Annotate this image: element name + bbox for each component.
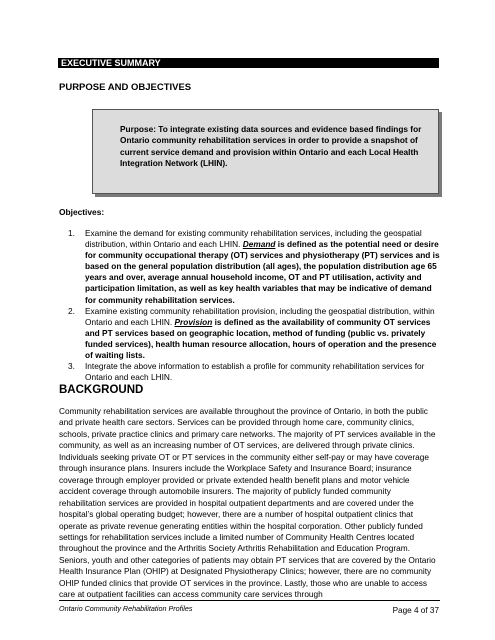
- objective-text-plain: Examine existing community rehabilitation provision, including the geospatial distribution, within Ontario and each LHIN.: [85, 305, 435, 327]
- objective-text: [85, 306, 440, 361]
- objective-text: [85, 361, 440, 383]
- objective-text-plain: Integrate the above information to establish a profile for community rehabilitation services for Ontario and each LHIN.: [85, 361, 425, 383]
- objective-term: Demand: [242, 239, 276, 250]
- objective-item: [68, 306, 440, 361]
- objective-term: Provision: [174, 316, 213, 327]
- objective-text: [85, 228, 440, 306]
- purpose-callout-box: [92, 109, 439, 194]
- objective-item: [68, 228, 440, 306]
- heading-background: BACKGROUND: [59, 384, 144, 396]
- objective-definition: is defined as the availability of community OT services and PT services based on geographic location, method of funding (public vs. privately funded services), health human resource allocation, hours of operation and the presence of waiting lists.: [85, 316, 437, 361]
- footer-divider: [59, 600, 440, 601]
- objective-number: 1.: [68, 228, 75, 238]
- footer-document-title: Ontario Community Rehabilitation Profiles: [59, 604, 193, 613]
- background-paragraph: Community rehabilitation services are available throughout the province of Ontario, in both the public and private health care sectors. Services can be provided through home care, community clinics, schools, private practice clinics and primary care networks. The majority of PT services available in the community, as well as an increasing number of OT services, are delivered through private clinics. Individuals seeking private OT or PT services in the community either self-pay or may have coverage through insurance plans. Insurers include the Workplace Safety and Insurance Board; insurance coverage through employer provided or private extended health benefit plans and motor vehicle accident coverage through automobile insurers. The majority of publicly funded community rehabilitation services are provided in hospital outpatient departments and are covered under the hospital’s global operating budget; however, there are a number of hospital outpatient clinics that operate as private revenue generating entities within the hospital corporation. Other publicly funded settings for rehabilitation services include a limited number of Community Health Centres located throughout the province and the Arthritis Society Arthritis Rehabilitation and Education Program. Seniors, youth and other categories of patients may obtain PT services that are covered by the Ontario Health Insurance Plan (OHIP) at Designated Physiotherapy Clinics; however, there are no community OHIP funded clinics that provide OT services in the province. Lastly, those who are unable to access care at outpatient facilities can access community care services through: [59, 406, 436, 600]
- objective-definition: is defined as the potential need or desire for community occupational therapy (OT) services and physiotherapy (PT) services and is based on the general population distribution (all ages), the population distribution age 65 years and over, average annual household income, OT and PT utilisation, activity and participation limitation, as well as key health variables that may be indicative of demand for community rehabilitation services.: [85, 239, 440, 305]
- objectives-label: Objectives:: [59, 207, 105, 217]
- section-bar-executive-summary: EXECUTIVE SUMMARY: [58, 58, 439, 68]
- objective-text-plain: Examine the demand for existing community rehabilitation services, including the geospatial distribution, within Ontario and each LHIN.: [85, 228, 422, 250]
- purpose-text: Purpose: To integrate existing data sources and evidence based findings for Ontario community rehabilitation services in order to provide a snapshot of current service demand and provision within Ontario and each Local Health Integration Network (LHIN).: [120, 124, 422, 169]
- objective-number: 3.: [68, 361, 75, 372]
- objective-item: [68, 361, 440, 383]
- heading-purpose-objectives: PURPOSE AND OBJECTIVES: [59, 82, 192, 93]
- footer-page-number: Page 4 of 37: [392, 606, 439, 615]
- objectives-list: [68, 228, 440, 383]
- objective-number: 2.: [68, 305, 75, 316]
